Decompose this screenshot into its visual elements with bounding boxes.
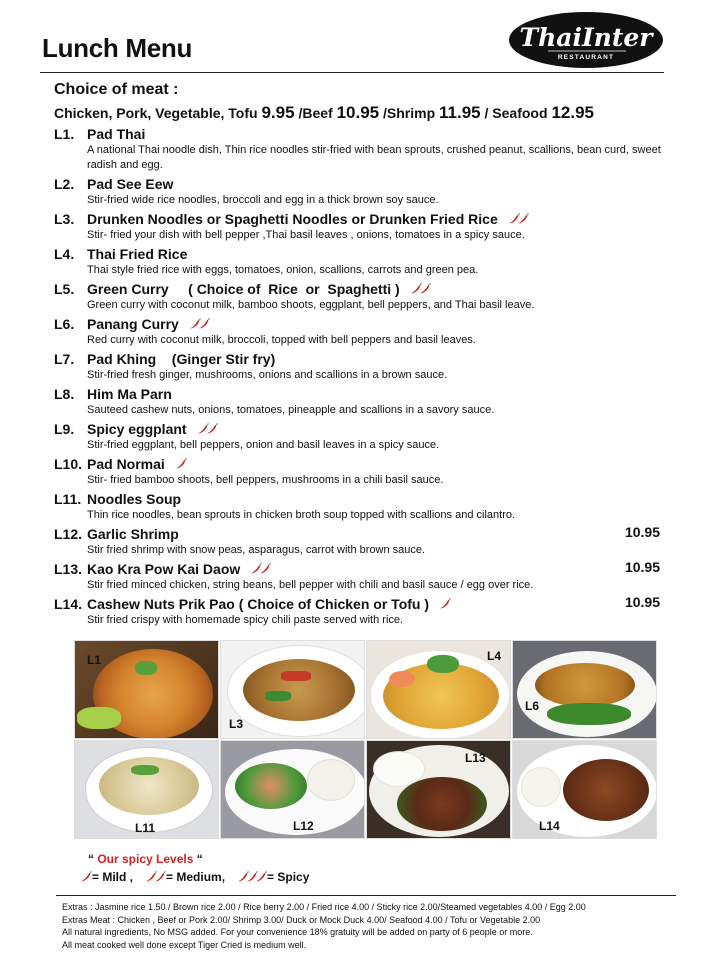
spice-level [439,598,448,610]
food-photo [512,740,657,839]
menu-item [54,559,674,594]
item-name: Pad Normai [87,455,165,472]
choice-heading: Choice of meat : [54,81,179,98]
photo-label: L1 [87,653,102,667]
spicy-label: = Spicy [267,870,310,884]
photo-label: L3 [229,717,244,731]
chili-pepper-icon [259,563,271,575]
menu-item [54,174,674,209]
footer-line: All natural ingredients, No MSG added. For your convenience 18% gratuity will be added on party of 6 people or more. [62,927,533,937]
item-price: 10.95 [624,594,660,610]
item-name: Cashew Nuts Prik Pao ( Choice of Chicken or Tofu ) [87,595,430,612]
medium-label: = Medium, [166,870,226,884]
logo-subtext: RESTAURANT [557,54,615,61]
item-name: Green Curry ( Choice of Rice or Spaghetti ) [87,280,400,297]
page-title: Lunch Menu [42,33,193,63]
chili-pepper-icon [154,871,166,883]
spice-level [189,318,207,330]
photo-label: L12 [293,819,314,833]
chili-pepper-icon [419,283,431,295]
meat-price-line [54,103,594,123]
meat-label: / Seafood [480,105,552,121]
chili-pepper-icon [80,871,92,883]
menu-item [54,209,674,244]
item-number: L14. [54,595,83,612]
item-number: L4. [54,245,75,262]
menu-item [54,594,674,629]
item-number: L11. [54,490,82,507]
item-description: Stir-fried wide rice noodles, broccoli and egg in a thick brown soy sauce. [87,194,439,206]
quote-open: “ [88,852,98,866]
chili-pepper-icon [206,423,218,435]
meat-label: /Shrimp [379,105,440,121]
item-name: Pad Thai [87,125,146,142]
item-name: Panang Curry [87,315,179,332]
item-name: Him Ma Parn [87,385,172,402]
item-number: L9. [54,420,75,437]
menu-item [54,314,674,349]
item-description: Stir fried crispy with homemade spicy chili paste served with rice. [87,614,404,626]
spice-legend-peppers [80,871,89,883]
item-description: Stir fried minced chicken, string beans, bell pepper with chili and basil sauce / egg over rice. [87,579,534,591]
food-photo [366,640,511,739]
footer-line: Extras Meat : Chicken , Beef or Pork 2.00/ Shrimp 3.00/ Duck or Mock Duck 4.00/ Seafood 4.00 / Tofu or Vegetable 2.00 [62,914,541,925]
photo-label: L6 [525,699,540,713]
food-photo [366,740,511,839]
item-name: Garlic Shrimp [87,525,179,542]
spice-level [197,423,215,435]
item-description: Sauteed cashew nuts, onions, tomatoes, pineapple and scallions in a savory sauce. [87,404,495,416]
item-description: Stir- fried bamboo shoots, bell peppers, mushrooms in a chili basil sauce. [87,474,444,486]
quote-close: “ [193,852,203,866]
item-name: Pad See Eew [87,175,174,192]
spice-level [175,458,184,470]
meat-price: 10.95 [336,103,380,122]
restaurant-logo [508,11,664,69]
item-description: Stir-fried eggplant, bell peppers, onion and basil leaves in a spicy sauce. [87,439,440,451]
item-description: Green curry with coconut milk, bamboo shoots, eggplant, bell peppers, and Thai basil leave. [87,299,535,311]
photo-label: L4 [487,649,502,663]
food-photo-grid [74,640,659,840]
food-photo [74,740,219,839]
meat-price: 9.95 [261,103,295,122]
item-description: Red curry with coconut milk, broccoli, topped with bell peppers and basil leaves. [87,334,476,346]
meat-price: 11.95 [439,103,481,122]
chili-pepper-icon [255,871,267,883]
spice-legend-peppers [145,871,163,883]
footer-divider [56,895,676,896]
footer-notes [62,901,586,951]
item-description: Thin rice noodles, bean sprouts in chicken broth soup topped with scallions and cilantro. [87,509,516,521]
menu-list [54,124,674,629]
meat-price: 12.95 [551,103,594,122]
menu-item [54,524,674,559]
food-photo [220,640,365,739]
meat-label: Chicken, Pork, Vegetable, Tofu [54,105,262,121]
item-number: L5. [54,280,75,297]
menu-item [54,279,674,314]
food-photo [220,740,365,839]
menu-item [54,419,674,454]
item-number: L8. [54,385,75,402]
item-number: L13. [54,560,83,577]
photo-label: L14 [539,819,560,833]
header-divider [40,72,664,73]
item-name: Spicy eggplant [87,420,187,437]
spice-legend-peppers [237,871,264,883]
spicy-legend [80,870,321,884]
item-number: L12. [54,525,83,542]
chili-pepper-icon [175,458,187,470]
food-photo [74,640,219,739]
item-number: L1. [54,125,75,142]
menu-item [54,244,674,279]
item-name: Pad Khing (Ginger Stir fry) [87,350,276,367]
item-description: Thai style fried rice with eggs, tomatoes, onion, scallions, carrots and green pea. [87,264,479,276]
footer-line: Extras : Jasmine rice 1.50 / Brown rice 2.00 / Rice berry 2.00 / Fried rice 4.00 / Sticky rice 2.00/Steamed vegetables 4.00 / Egg 2.00 [62,902,586,912]
item-price: 10.95 [624,524,660,540]
spicy-levels-heading: Our spicy Levels [97,852,194,866]
spice-level [508,213,526,225]
chili-pepper-icon [198,318,210,330]
menu-item [54,489,674,524]
logo-text: ThaiInter [519,23,653,52]
spice-level [410,283,428,295]
item-description: Stir- fried your dish with bell pepper ,Thai basil leaves , onions, tomatoes in a spicy sauce. [87,229,525,241]
item-description: Stir-fried fresh ginger, mushrooms, onions and scallions in a brown sauce. [87,369,448,381]
item-price: 10.95 [624,559,660,575]
spicy-levels-title [88,852,203,866]
item-description: A national Thai noodle dish, Thin rice noodles stir-fried with bean sprouts, crushed peanut, scallions, bean curd, sweet radish and egg. [87,144,661,171]
chili-pepper-icon [517,213,529,225]
photo-label: L11 [135,821,156,835]
item-number: L2. [54,175,75,192]
item-name: Kao Kra Pow Kai Daow [87,560,241,577]
chili-pepper-icon [439,598,451,610]
menu-item [54,349,674,384]
item-number: L3. [54,210,75,227]
menu-item [54,454,674,489]
food-photo [512,640,657,739]
meat-label: /Beef [294,105,337,121]
photo-label: L13 [465,751,486,765]
item-number: L7. [54,350,75,367]
menu-item [54,384,674,419]
footer-line: All meat cooked well done except Tiger Cried is medium well. [62,939,307,950]
item-name: Noodles Soup [87,490,182,507]
menu-item [54,124,674,174]
item-name: Drunken Noodles or Spaghetti Noodles or Drunken Fried Rice [87,210,498,227]
item-number: L6. [54,315,75,332]
item-description: Stir fried shrimp with snow peas, asparagus, carrot with brown sauce. [87,544,426,556]
item-name: Thai Fried Rice [87,245,188,262]
spice-level [250,563,268,575]
mild-label: = Mild , [92,870,134,884]
item-number: L10. [54,455,83,472]
